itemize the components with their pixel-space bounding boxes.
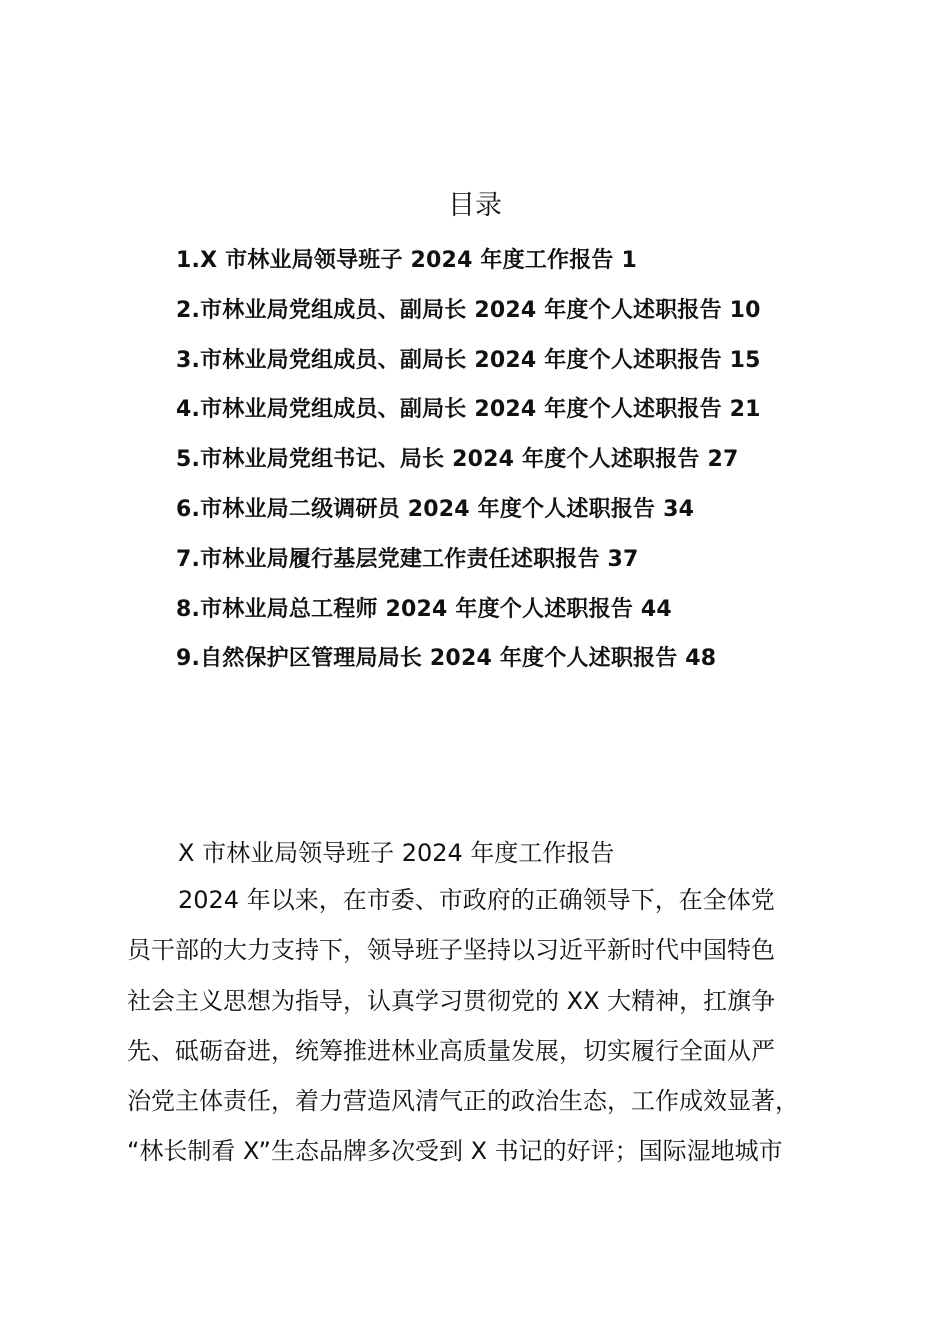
paragraph-line: 社会主义思想为指导，认真学习贯彻党的 XX 大精神，扛旗争 — [127, 986, 776, 1015]
article-body — [127, 832, 847, 1177]
toc-list — [176, 236, 761, 684]
article-title: X 市林业局领导班子 2024 年度工作报告 — [178, 839, 615, 867]
toc-item[interactable]: 3.市林业局党组成员、副局长 2024 年度个人述职报告 15 — [176, 347, 761, 373]
paragraph-line: “林长制看 X”生态品牌多次受到 X 书记的好评；国际湿地城市 — [127, 1137, 783, 1166]
toc-item[interactable]: 2.市林业局党组成员、副局长 2024 年度个人述职报告 10 — [176, 297, 761, 323]
paragraph-line: 治党主体责任，着力营造风清气正的政治生态，工作成效显著， — [127, 1087, 799, 1116]
toc-item[interactable]: 9.自然保护区管理局局长 2024 年度个人述职报告 48 — [176, 646, 717, 672]
toc-item[interactable]: 7.市林业局履行基层党建工作责任述职报告 37 — [176, 546, 639, 572]
toc-item[interactable]: 6.市林业局二级调研员 2024 年度个人述职报告 34 — [176, 496, 695, 522]
toc-title: 目录 — [448, 190, 502, 221]
toc-item[interactable]: 4.市林业局党组成员、副局长 2024 年度个人述职报告 21 — [176, 397, 761, 423]
paragraph-line: 2024 年以来，在市委、市政府的正确领导下，在全体党 — [178, 886, 775, 914]
toc-item[interactable]: 1.X 市林业局领导班子 2024 年度工作报告 1 — [176, 248, 638, 273]
paragraph-line: 先、砥砺奋进，统筹推进林业高质量发展，切实履行全面从严 — [127, 1036, 775, 1065]
paragraph-line: 员干部的大力支持下，领导班子坚持以习近平新时代中国特色 — [127, 936, 775, 965]
toc-item[interactable]: 5.市林业局党组书记、局长 2024 年度个人述职报告 27 — [176, 447, 739, 473]
toc-item[interactable]: 8.市林业局总工程师 2024 年度个人述职报告 44 — [176, 596, 672, 622]
